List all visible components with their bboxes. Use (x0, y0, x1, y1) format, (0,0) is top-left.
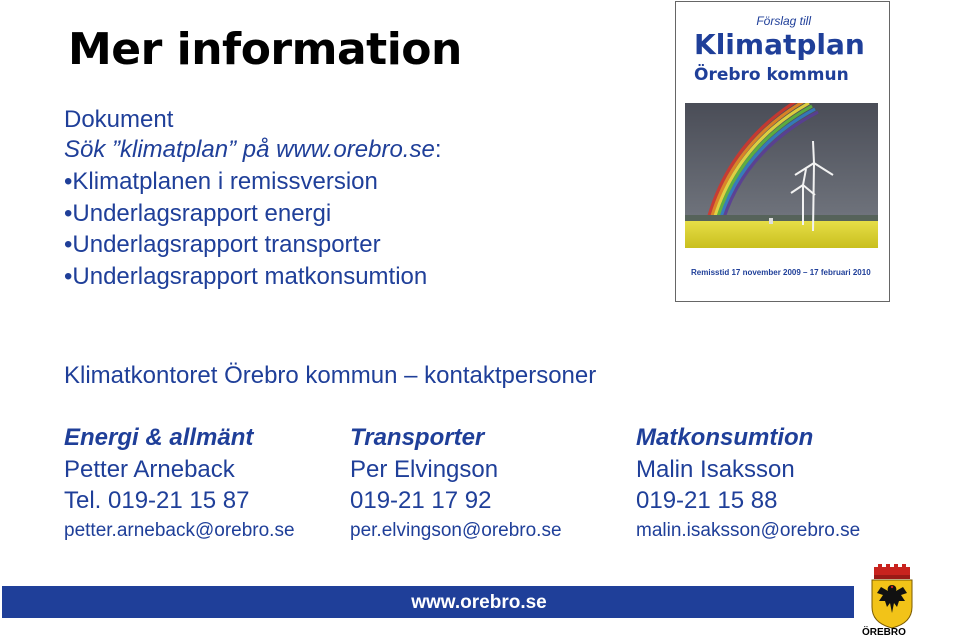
page-title: Mer information (68, 24, 462, 75)
contact-phone: 019-21 15 88 (636, 487, 778, 514)
rainbow-wind-turbine-photo (685, 103, 878, 248)
cover-consultation-dates: Remisstid 17 november 2009 – 17 februari 2010 (691, 268, 871, 277)
contact-phone: Tel. 019-21 15 87 (64, 487, 250, 514)
contact-email[interactable]: petter.arneback@orebro.se (64, 520, 295, 541)
document-item-climate-plan: •Klimatplanen i remissversion (64, 168, 378, 195)
cover-title: Klimatplan (694, 28, 865, 61)
contact-name: Malin Isaksson (636, 456, 795, 483)
contacts-heading: Klimatkontoret Örebro kommun – kontaktpersoner (64, 362, 597, 389)
contact-energy (64, 424, 295, 542)
cover-subtitle: Örebro kommun (694, 65, 849, 85)
documents-heading: Dokument (64, 106, 174, 133)
document-item-food-report: •Underlagsrapport matkonsumtion (64, 263, 428, 290)
contact-phone: 019-21 17 92 (350, 487, 492, 514)
contact-email[interactable]: malin.isaksson@orebro.se (636, 520, 861, 541)
contact-name: Petter Arneback (64, 456, 235, 483)
cover-small-label: Förslag till (756, 14, 811, 28)
search-instruction (64, 136, 442, 164)
search-instruction-text: Sök ”klimatplan” på www.orebro.se (64, 136, 435, 163)
contact-role: Matkonsumtion (636, 424, 814, 451)
document-item-energy-report: •Underlagsrapport energi (64, 200, 332, 227)
contact-role: Transporter (350, 424, 485, 451)
contact-role: Energi & allmänt (64, 424, 254, 451)
orebro-coat-of-arms-icon (868, 563, 916, 629)
document-item-transport-report: •Underlagsrapport transporter (64, 231, 381, 258)
contact-food (636, 424, 860, 542)
contact-email[interactable]: per.elvingson@orebro.se (350, 520, 562, 541)
report-cover (675, 1, 890, 302)
footer-url-link[interactable]: www.orebro.se (411, 592, 547, 613)
search-instruction-suffix: : (434, 136, 442, 163)
coat-of-arms-label: ÖREBRO (862, 627, 906, 638)
contact-name: Per Elvingson (350, 456, 499, 483)
contact-transport (350, 424, 562, 542)
